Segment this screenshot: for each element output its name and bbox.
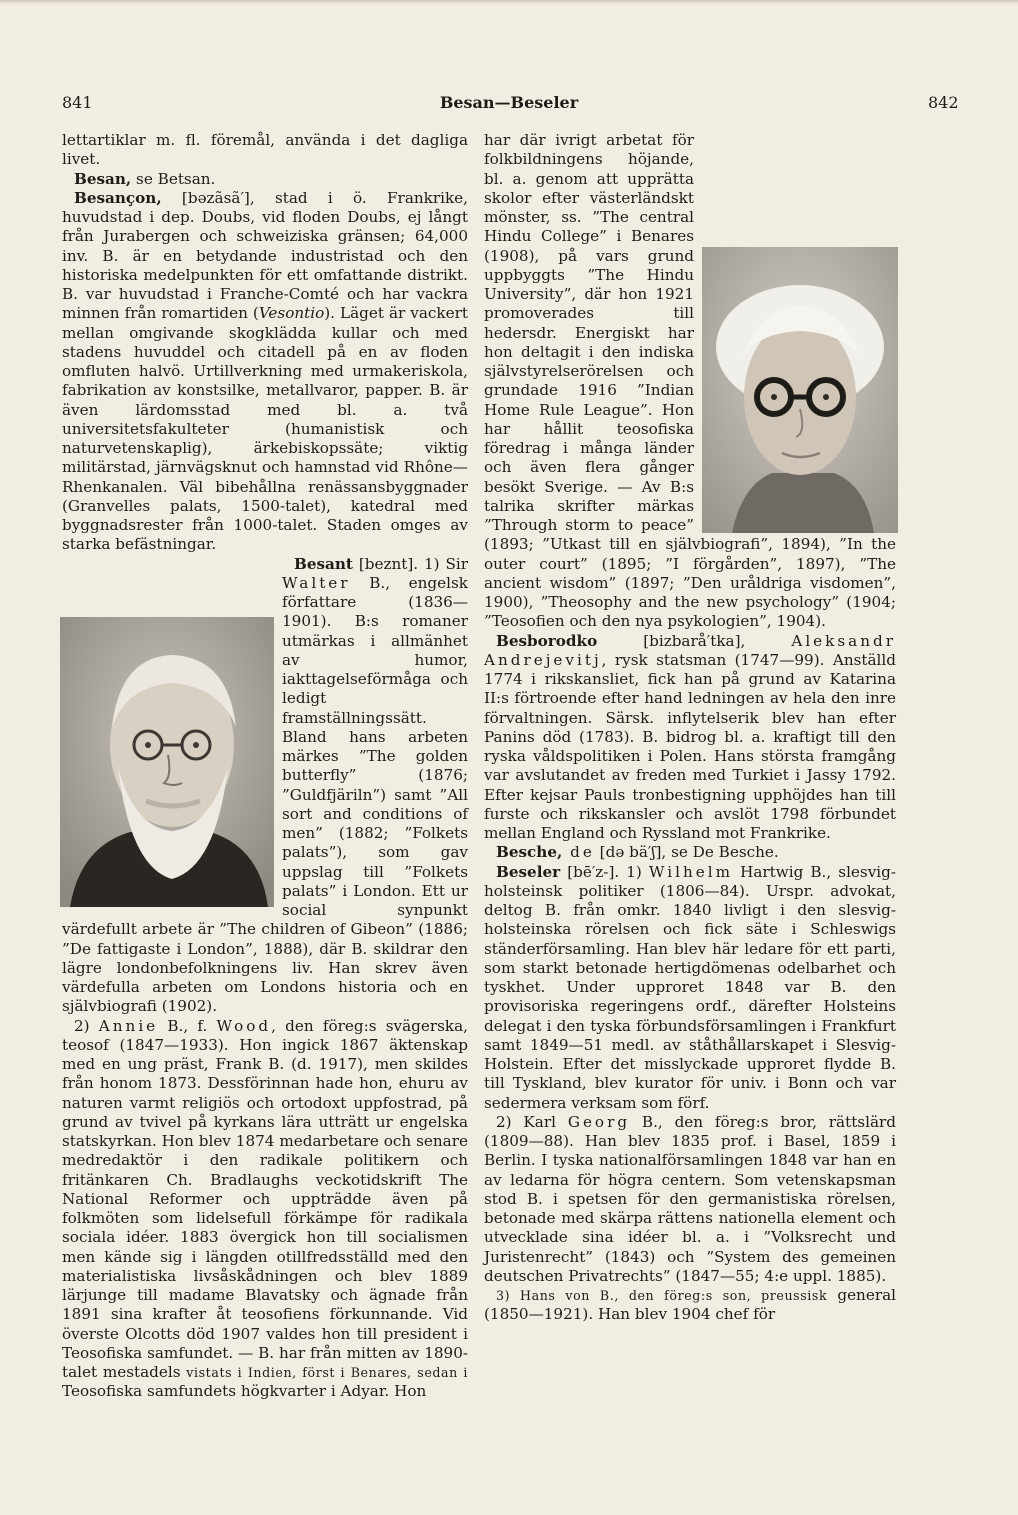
text: 2) [74,1016,99,1035]
name-spaced: Aleksandr Andrejevitj [484,631,896,669]
entry-besche [484,843,896,862]
headword: Beseler [496,862,561,881]
entry-beseler [484,863,896,1113]
entry-annie-besant-continued [484,131,896,632]
text: B., f. [158,1016,217,1035]
entry-besant [62,555,468,1017]
italic-text: Vesontio [258,304,325,323]
entry-besborodko [484,632,896,844]
entry-besan [62,170,468,189]
text: [bizbarå′tka], [597,631,792,650]
column-right [484,131,896,1325]
name-spaced: Wood [216,1016,272,1035]
name-spaced: Walter [282,573,351,592]
text: har där ivrigt arbetat för folkbildningens höjande, bl. a. genom att upprätta skolor efter västerländskt mönster, ss. ”The central Hindu College” i Benares (1908), på vars grund uppbyggts ”The Hindu University”, där hon 1921 promoverades till hedersdr. Energiskt har hon deltagit i den indiska självstyrelserörelsen och grundade 1916 ”Indian Home Rule League”. Hon har hållit teosofiska föredrag i många länder och även flera gånger besökt Sverige. — Av B:s talrika skrifter märkas ”Through storm to peace” (1893; ”Utkast till en självbiografi”, 1894), ”In the outer court” (1895; ”I förgården”, 1897), ”The ancient wisdom” (1897; ”Den uråldriga visdomen”, 1900), ”Theosophy and the new psychology” (1904; ”Teosofien och den nya psykologien”, 1904). [484,131,896,631]
text: [də bä′ʃ], se De Besche. [594,843,779,862]
text: Hartwig B., slesvig-holsteinsk politiker (1806—84). Urspr. advokat, deltog B. från omkr. 1840 livligt i den slesvig-holsteinska rörelsen och fick säte i Schleswigs ständerförsamling. Han blev här ledare för ett parti, som starkt betonade hertigdömenas odelbarhet och tyskhet. Under upproret 1848 var B. den provisoriska regeringens ordf., därefter Holsteins delegat i den tyska förbundsförsamlingen i Frankfurt samt 1849—51 medl. av ståthållarskapet i Slesvig-Holstein. Efter det misslyckade upproret flydde B. till Tyskland, blev kurator för univ. i Bonn och var sedermera verksam som förf. [484,862,896,1112]
name-spaced: Annie [98,1016,159,1035]
text: Teosofiska samfundets högkvarter i Adyar. Hon [62,1382,427,1401]
page-number-left: 841 [62,93,93,112]
headword: Besborodko [496,631,598,650]
text: ). Läget är vackert mellan omgivande skogklädda kullar och med stadens huvuddel och citadell på en av floden omfluten halvö. Urtillverkning med urmakeriskola, fabrikation av konstsilke, metallvaror, papper. B. är även lärdomsstad med bl. a. två universitetsfakulteter (humanistisk och naturvetenskaplig), ärkebiskopssäte; viktig militärstad, järnvägsknut och hamnstad vid Rhône—Rhenkanalen. Väl bibehållna renässansbyggnader (Granvelles palats, 1500-talet), katedral med byggnadsrester från 1000-talet. Staden omges av starka befästningar. [62,304,468,554]
small-text: vistats i Indien, först i Benares, sedan i [186,1365,468,1380]
entry-hans-von-beseler [484,1286,896,1325]
text: se Betsan. [131,169,216,188]
headword: Besche, [496,843,563,862]
scan-edge [0,0,1018,4]
page-header [0,93,1018,115]
headword: Besant [294,554,353,573]
entry-karl-georg-beseler [484,1113,896,1286]
running-title: Besan—Beseler [439,93,579,112]
text: 2) Karl [496,1112,568,1131]
text: general (1850—1921). Han blev 1904 chef för [484,1286,896,1324]
entry-annie-besant [62,1017,468,1402]
name-spaced: Wilhelm [648,862,734,881]
small-text: B., den föreg:s son, preussisk [589,1288,828,1303]
text: [beznt]. 1) Sir [352,554,468,573]
name-spaced: Georg [567,1112,631,1131]
headword: Besan, [74,169,132,188]
portrait-photo-icon [60,617,274,907]
text: , rysk statsman (1747—99). Anställd 1774 i rikskansliet, fick han på grund av Katarina II:s förtroende efter hand ledningen av hela den inre förvaltningen. Särsk. inflytelserik blev han efter Panins död (1783). B. bidrog bl. a. kraftigt till den ryska våldspolitiken i Polen. Hans största framgång var avslutandet av freden med Turkiet i Jassy 1792. Efter kejsar Pauls tronbestigning upphöjdes han till furste och rikskansler och avslöt 1798 förbundet mellan England och Ryssland mot Frankrike. [484,650,896,842]
portrait-annie-besant [702,247,898,533]
page-number-right: 842 [928,93,959,112]
name-spaced: de [562,843,595,862]
name-spaced: Hans von [520,1288,590,1303]
entry-besancon [62,189,468,555]
text: B., den föreg:s bror, rättslärd (1809—88). Han blev 1835 prof. i Basel, 1859 i Berlin. I tyska nationalförsamlingen 1848 var han en av ledarna för högra centern. Som vetenskapsman stod B. i spetsen för den germanistiska rörelsen, betonade med skärpa rättens nationella element och utvecklade sina idéer bl. a. i ”Volksrecht und Juristenrecht” (1843) och ”System des gemeinen deutschen Privatrechts” (1847—55; 4:e uppl. 1885). [484,1112,896,1285]
text: , den föreg:s svägerska, teosof (1847—1933). Hon ingick 1867 äktenskap med en ung präst, Frank B. (d. 1917), men skildes från honom 1873. Dessförinnan hade hon, ehuru av naturen varmt religiös och ortodoxt uppfostrad, på grund av tvivel på kyrkans lära utträtt ur engelska statskyrkan. Hon blev 1874 medarbetare och senare medredaktör i den radikale politikern och fritänkaren Ch. Bradlaughs veckotidskrift The National Reformer och uppträdde även på folkmöten som lidelsefull förkämpe för radikala sociala idéer. 1883 övergick hon till socialismen men kände sig i längden otillfredsställd med den materialistiska livsåskådningen och blev 1889 lärjunge till madame Blavatsky och ägnade från 1891 sina krafter åt teosofiens förkunnande. Vid överste Olcotts död 1907 valdes hon till president i Teosofiska samfundet. — B. har från mitten av 1890-talet mestadels [62,1016,468,1381]
text: [bē′z-]. 1) [560,862,649,881]
text: lettartiklar m. fl. föremål, använda i det dagliga livet. [62,131,468,169]
text: B., engelsk författare (1836—1901). B:s romaner utmärkas i allmänhet av humor, iakttagelseförmåga och ledigt framställningssätt. Bland hans arbeten märkes ”The golden butterfly” (1876; ”Guldfjäriln”) samt ”All sort and conditions of men” (1882; ”Folkets palats”), som gav uppslag till ”Folkets palats” i London. Ett ur social synpunkt värdefullt arbete är ”The children of Gibeon” (1886; ”De fattigaste i London”, 1888), där B. skildrar den lägre londonbefolkningens liv. Han skrev även värdefulla arbeten om Londons historia och en självbiografi (1902). [62,573,468,1016]
portrait-photo-icon [702,247,898,533]
text: 3) [496,1288,521,1303]
paragraph [62,131,468,170]
portrait-walter-besant [60,617,274,907]
headword: Besançon, [74,188,162,207]
column-left [62,131,468,1402]
text: [bəzãsã′], stad i ö. Frankrike, huvudstad i dep. Doubs, vid floden Doubs, ej långt från Jurabergen och schweiziska gränsen; 64,000 inv. B. är en betydande industristad och den historiska medelpunkten för ett omfattande distrikt. B. var huvudstad i Franche-Comté och har vackra minnen från romartiden ( [62,188,468,323]
